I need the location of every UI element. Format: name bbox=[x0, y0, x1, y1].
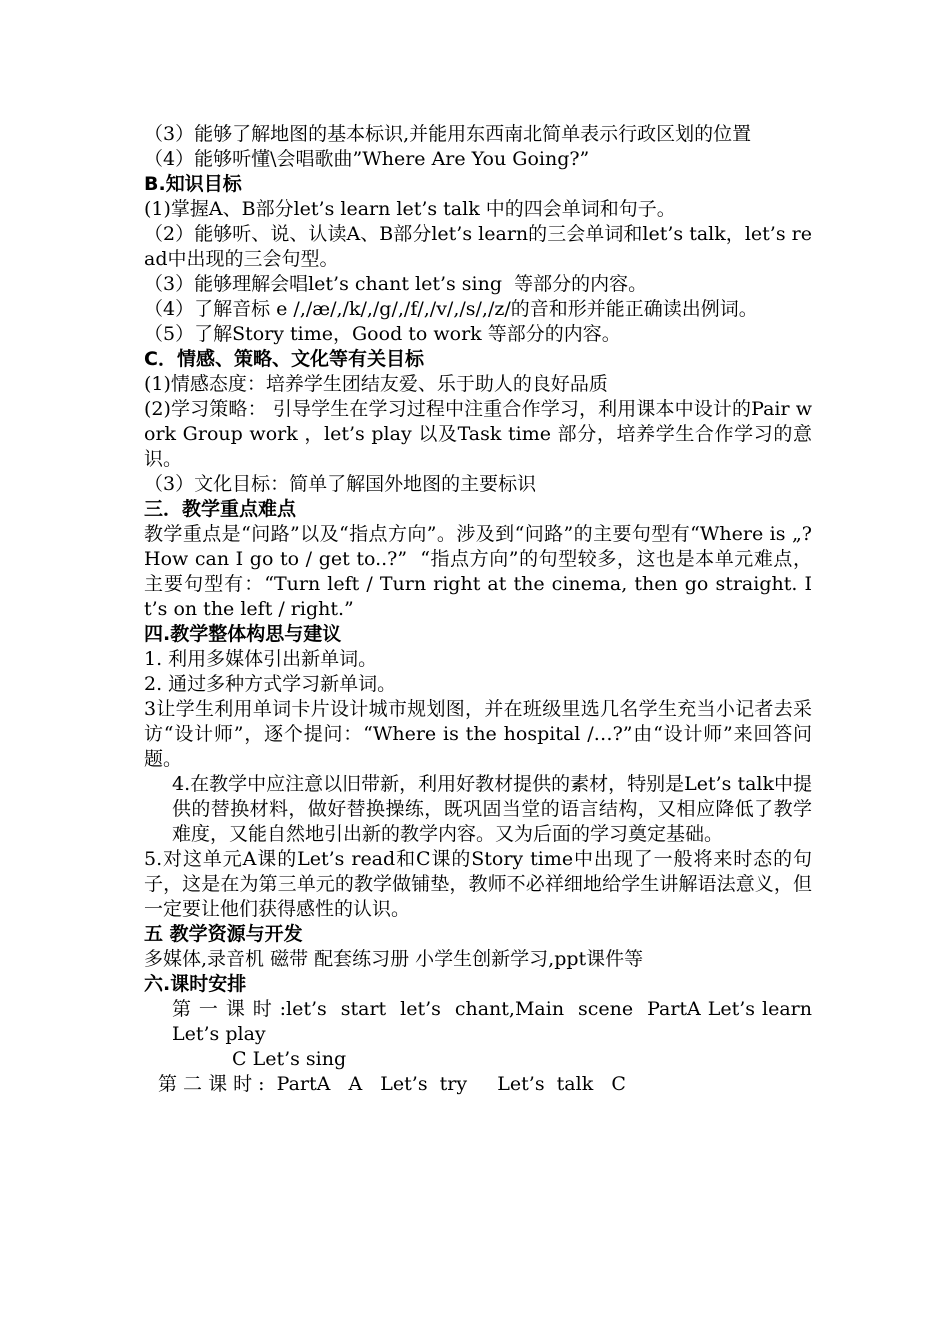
paragraph-line: 5.对这单元A课的Let’s read和C课的Story time中出现了一般将来时态的句子，这是在为第三单元的教学做铺垫，教师不必祥细地给学生讲解语法意义，但一定要让他们获得感性的认识。 bbox=[144, 848, 812, 920]
section-heading: 三．教学重点难点 bbox=[144, 498, 297, 520]
section-heading: B.知识目标 bbox=[144, 173, 242, 195]
paragraph-line: （3）文化目标：简单了解国外地图的主要标识 bbox=[144, 473, 537, 495]
paragraph-line: (2)学习策略： 引导学生在学习过程中注重合作学习，利用课本中设计的Pair work Group work ，let’s play 以及Task time 部分，培养学生合作学习的意识。 bbox=[144, 398, 812, 470]
paragraph-line: 第 一 课 时 :let’s start let’s chant,Main scene PartA Let’s learn Let’s play bbox=[172, 998, 825, 1045]
paragraph-line: 教学重点是“问路”以及“指点方向”。涉及到“问路”的主要句型有“Where is „? How can I go to / get to..?” “指点方向”的句型较多，这也是本单元难点，主要句型有：“Turn left / Turn right at the cinema, then go straight. It’s on the left / right.” bbox=[144, 523, 819, 620]
section-heading: C．情感、策略、文化等有关目标 bbox=[144, 348, 424, 370]
paragraph-line: 1. 利用多媒体引出新单词。 bbox=[144, 648, 378, 670]
paragraph-line: （5）了解Story time，Good to work 等部分的内容。 bbox=[144, 323, 621, 345]
paragraph-line: (1)掌握A、B部分let’s learn let’s talk 中的四会单词和句子。 bbox=[144, 198, 676, 220]
section-heading: 四.教学整体构思与建议 bbox=[144, 623, 342, 645]
paragraph-line: 多媒体,录音机 磁带 配套练习册 小学生创新学习,ppt课件等 bbox=[144, 948, 644, 970]
paragraph-line: （4）能够听懂\会唱歌曲”Where Are You Going?” bbox=[144, 148, 590, 170]
paragraph-line: 第 二 课 时 : PartA A Let’s try Let’s talk C bbox=[158, 1073, 626, 1095]
paragraph-line: （2）能够听、说、认读A、B部分let’s learn的三会单词和let’s talk，let’s read中出现的三会句型。 bbox=[144, 223, 812, 270]
paragraph-line: 3让学生利用单词卡片设计城市规划图，并在班级里选几名学生充当小记者去采访“设计师”，逐个提问：“Where is the hospital /…?”由“设计师”来回答问题。 bbox=[144, 698, 812, 770]
paragraph-line: 4.在教学中应注意以旧带新，利用好教材提供的素材，特别是Let’s talk中提供的替换材料，做好替换操练，既巩固当堂的语言结构，又相应降低了教学难度，又能自然地引出新的教学内容。又为后面的学习奠定基础。 bbox=[172, 773, 813, 845]
document-page bbox=[144, 122, 825, 1097]
section-heading: 五 教学资源与开发 bbox=[144, 923, 303, 945]
paragraph-line: (1)情感态度：培养学生团结友爱、乐于助人的良好品质 bbox=[144, 373, 608, 395]
paragraph-line: （3）能够理解会唱let’s chant let’s sing 等部分的内容。 bbox=[144, 273, 648, 295]
paragraph-line: C Let’s sing bbox=[232, 1048, 347, 1070]
section-heading: 六.课时安排 bbox=[144, 973, 247, 995]
paragraph-line: （3）能够了解地图的基本标识,并能用东西南北简单表示行政区划的位置 bbox=[144, 123, 752, 145]
paragraph-line: （4）了解音标 e /,/æ/,/k/,/g/,/f/,/v/,/s/,/z/的音和形并能正确读出例词。 bbox=[144, 298, 758, 320]
paragraph-line: 2. 通过多种方式学习新单词。 bbox=[144, 673, 397, 695]
